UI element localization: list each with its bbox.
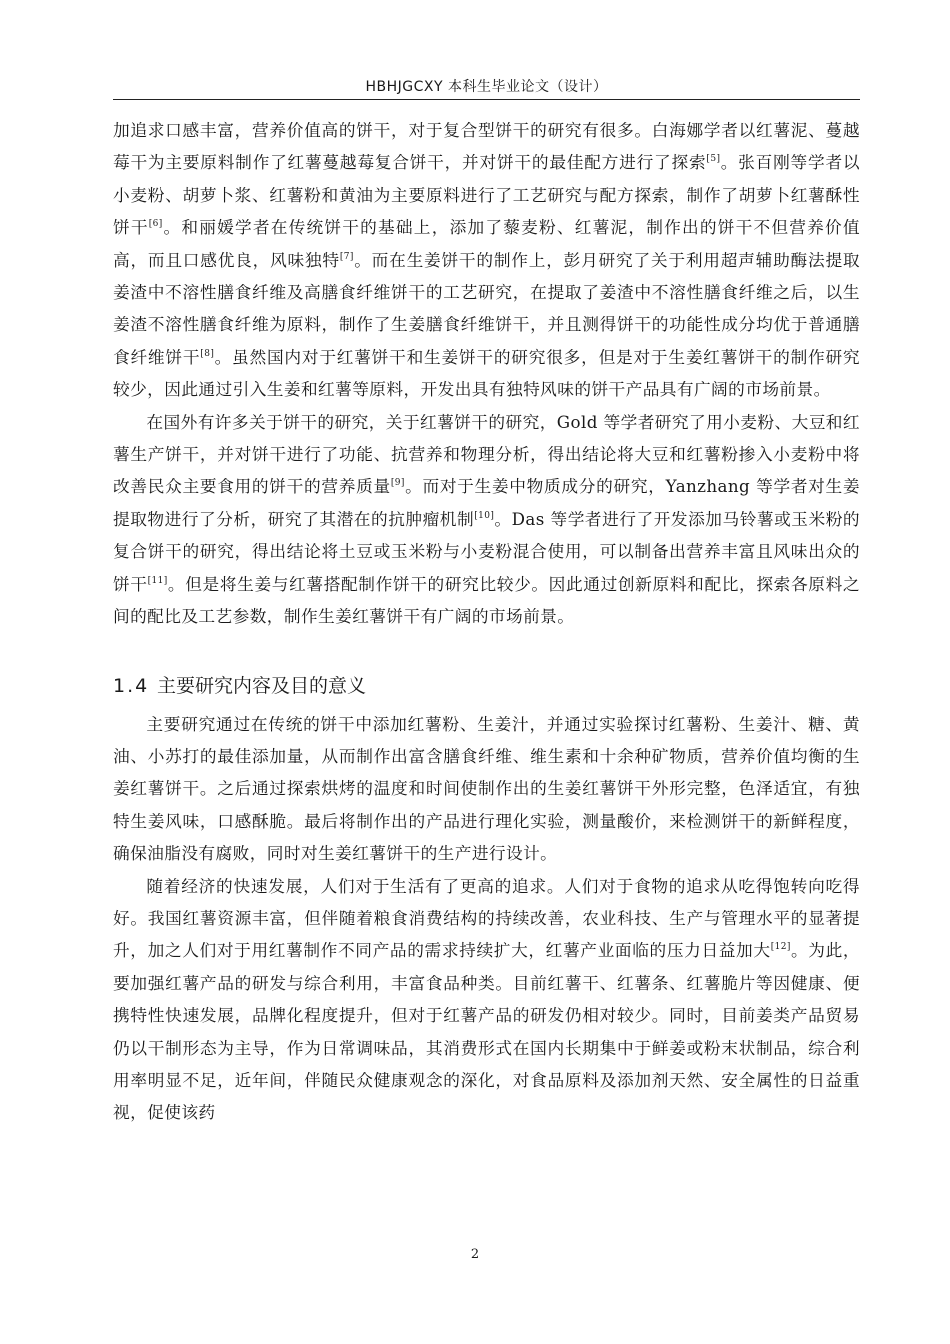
text-span: 。而在生姜饼干的制作上，彭月研究了关于利用超声辅助酶法提取姜渣中不溶性膳食纤维及高膳食纤维饼干的工艺研究，在提取了姜渣中不溶性膳食纤维之后，以生姜渣不溶性膳食纤维为原料，制作了生姜膳食纤维饼干，并且测得饼干的功能性成分均优于普通膳食纤维饼干 <box>113 249 860 367</box>
citation: [12] <box>770 942 791 953</box>
paragraph-composite-biscuits <box>113 114 860 406</box>
citation: [6] <box>148 219 163 230</box>
text-span: 。为此，要加强红薯产品的研发与综合利用，丰富食品种类。目前红薯干、红薯条、红薯脆片等因健康、便携特性快速发展，品牌化程度提升，但对于红薯产品的研发仍相对较少。同时，目前姜类产品贸易仍以干制形态为主导，作为日常调味品，其消费形式在国内长期集中于鲜姜或粉末状制品，综合利用率明显不足，近年间，伴随民众健康观念的深化，对食品原料及添加剂天然、安全属性的日益重视，促使该药 <box>113 940 860 1123</box>
paragraph-background <box>113 870 860 1129</box>
text-span: 。张百刚等学者以小麦粉、胡萝卜浆、红薯粉和黄油为主要原料进行了工艺研究与配方探索，制作了胡萝卜红薯酥性饼干 <box>113 152 860 238</box>
text-span: 。但是将生姜与红薯搭配制作饼干的研究比较少。因此通过创新原料和配比，探索各原料之间的配比及工艺参数，制作生姜红薯饼干有广阔的市场前景。 <box>113 573 860 627</box>
text-span: 加追求口感丰富，营养价值高的饼干，对于复合型饼干的研究有很多。白海娜学者以红薯泥、蔓越莓干为主要原料制作了红薯蔓越莓复合饼干，并对饼干的最佳配方进行了探索 <box>113 120 860 173</box>
citation: [9] <box>390 478 405 489</box>
text-span: 随着经济的快速发展，人们对于生活有了更高的追求。人们对于食物的追求从吃得饱转向吃得好。我国红薯资源丰富，但伴随着粮食消费结构的持续改善，农业科技、生产与管理水平的显著提升，加之人们对于用红薯制作不同产品的需求持续扩大，红薯产业面临的压力日益加大 <box>113 875 860 961</box>
section-number: 1.4 <box>113 674 150 697</box>
paragraph-research-content: 主要研究通过在传统的饼干中添加红薯粉、生姜汁，并通过实验探讨红薯粉、生姜汁、糖、黄油、小苏打的最佳添加量，从而制作出富含膳食纤维、维生素和十余种矿物质，营养价值均衡的生姜红薯饼干。之后通过探索烘烤的温度和时间使制作出的生姜红薯饼干外形完整，色泽适宜，有独特生姜风味，口感酥脆。最后将制作出的产品进行理化实验，测量酸价，来检测饼干的新鲜程度，确保油脂没有腐败，同时对生姜红薯饼干的生产进行设计。 <box>113 713 860 864</box>
header-rule <box>113 99 860 100</box>
section-heading <box>113 668 860 704</box>
page-number: 2 <box>470 1247 480 1262</box>
citation: [7] <box>339 251 354 262</box>
citation: [11] <box>147 575 168 586</box>
citation: [8] <box>200 348 215 359</box>
text-span: 。而对于生姜中物质成分的研究，Yanzhang 等学者对生姜提取物进行了分析，研究了其潜在的抗肿瘤机制 <box>113 476 861 529</box>
paragraph-foreign-research <box>113 406 860 633</box>
page-body <box>113 114 860 1129</box>
text-span: 。虽然国内对于红薯饼干和生姜饼干的研究很多，但是对于生姜红薯饼干的制作研究较少，因此通过引入生姜和红薯等原料，开发出具有独特风味的饼干产品具有广阔的市场前景。 <box>113 346 861 400</box>
citation: [10] <box>474 510 495 521</box>
section-title: 主要研究内容及目的意义 <box>157 674 367 697</box>
text-span: 。和丽媛学者在传统饼干的基础上，添加了藜麦粉、红薯泥，制作出的饼干不但营养价值高，而且口感优良，风味独特 <box>113 217 860 270</box>
text-span: 。Das 等学者进行了开发添加马铃薯或玉米粉的复合饼干的研究，得出结论将土豆或玉米粉与小麦粉混合使用，可以制备出营养丰富且风味出众的饼干 <box>113 508 860 594</box>
running-header: HBHJGCXY 本科生毕业论文（设计） <box>365 79 608 95</box>
text-span: 在国外有许多关于饼干的研究，关于红薯饼干的研究，Gold 等学者研究了用小麦粉、大豆和红薯生产饼干，并对饼干进行了功能、抗营养和物理分析，得出结论将大豆和红薯粉掺入小麦粉中将改善民众主要食用的饼干的营养质量 <box>113 411 860 497</box>
citation: [5] <box>706 154 721 165</box>
